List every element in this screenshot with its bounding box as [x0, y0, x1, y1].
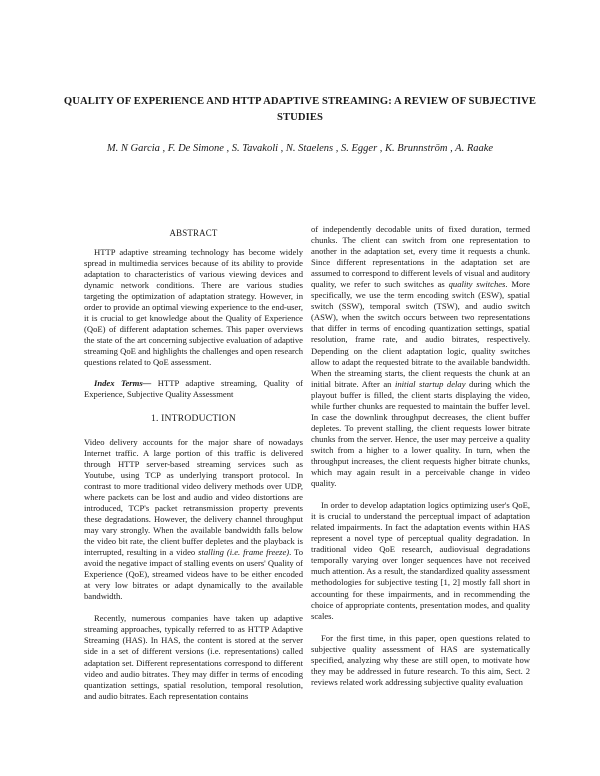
author-list: M. N Garcia , F. De Simone , S. Tavakoli , N. Staelens , S. Egger , K. Brunnström , A. Raake — [106, 143, 494, 154]
abstract-heading: ABSTRACT — [169, 228, 218, 238]
right-column — [311, 224, 530, 688]
intro-paragraph-1 — [84, 437, 303, 603]
right-p1-text: of independently decodable units of fixed duration, termed chunks. The client can switch from one representation to another in the adaptation set, every time it requests a chunk. Since different representations in the adaptation set are assumed to correspond to different levels of visual and auditory quality, we refer to such switches as — [311, 224, 530, 290]
right-p1-emphasis: quality switches — [448, 279, 506, 290]
index-terms-text: HTTP adaptive streaming, Quality of Experience, Subjective Quality Assessment — [84, 377, 304, 399]
left-column — [84, 228, 303, 702]
index-terms — [84, 378, 303, 400]
right-paragraph-3: For the first time, in this paper, open questions related to subjective quality assessment of HAS are systematically specified, analyzing why these are still open, to motivate how they may be addressed in future research. To this aim, Sect. 2 reviews related work addressing subjective quality evaluation — [311, 632, 530, 687]
index-terms-label: Index Terms— — [94, 377, 152, 388]
right-paragraph-1 — [311, 224, 530, 489]
right-paragraph-2: In order to develop adaptation logics optimizing user's QoE, it is crucial to understand the perceptual impact of adaptation related impairments. In fact the adaptation events within HAS represent a novel type of perceptual quality degradation. In traditional video QoE research, audiovisual degradations temporally varying over longer sequences have not received much attention. As a result, the standardized quality assessment methodologies for subjective testing [1, 2] mostly fall short in accounting for these impairments, and in recommending the choice of appropriate contents, presentation modes, and quality scales. — [311, 500, 530, 621]
intro-p1-emphasis: stalling (i.e. frame freeze) — [198, 547, 290, 558]
abstract-text: HTTP adaptive streaming technology has become widely spread in multimedia services because of its ability to provide adaptation to characteristics of various viewing devices and dynamic network conditions. There are various studies targeting the optimization of adaptation strategy. However, in order to provide an optimal viewing experience to the end-user, it is crucial to get knowledge about the Quality of Experience (QoE) of different adaptation schemes. This paper overviews the state of the art concerning subjective evaluation of adaptive streaming QoE and highlights the challenges and open research questions related to QoE assessment. — [84, 247, 303, 368]
right-p1-emphasis-2: initial startup delay — [394, 378, 466, 389]
section-heading-introduction: 1. INTRODUCTION — [150, 412, 237, 424]
right-p1-tail: during which the playout buffer is filled, the client starts displaying the video, while further chunks are requested to maintain the buffer level. In case the downlink throughput decreases, the client buffer depletes. To prevent stalling, the client requests lower bitrate chunks from the server. Hence, the user may perceive a quality switch from a higher to a lower quality. In turn, when the throughput increases, the client requests higher bitrate chunks, which may again result in a perceivable change in video quality. — [311, 378, 530, 489]
right-p1-middle: . More specifically, we use the term encoding switch (ESW), spatial switch (SSW), temporal switch (TSW), and audio switch (ASW), when the switch occurs between two representations that differ in terms of encoding quantization settings, spatial resolution, frame rate, and audio bitrates, respectively. Depending on the client adaptation logic, quality switches allow to adapt the requested bitrate to the available bandwidth. When the streaming starts, the client requests the chunk at an initial bitrate. After an — [311, 279, 530, 389]
intro-paragraph-2: Recently, numerous companies have taken up adaptive streaming approaches, typically referred to as HTTP Adaptive Streaming (HAS). In HAS, the content is stored at the server side in a set of different versions (i.e. representations) called adaptation set. Different representations correspond to different video and audio bitrates. They may differ in terms of encoding quantization settings, spatial resolution, temporal resolution, and audio bitrates. Each representation contains — [84, 613, 303, 701]
paper-title: QUALITY OF EXPERIENCE AND HTTP ADAPTIVE STREAMING: A REVIEW OF SUBJECTIVE STUDIES — [63, 96, 537, 123]
intro-p1-text: Video delivery accounts for the major share of nowadays Internet traffic. A large portion of this traffic is delivered through HTTP server-based streaming services such as Youtube, using TCP as underlying transport protocol. In contrast to more traditional video delivery methods over UDP, where packets can be lost and audio and video distortions are introduced, TCP's packet retransmission property prevents these degradations. However, the delivery channel throughput may vary strongly. When the available bandwidth falls below the video bit rate, the client buffer depletes and the playback is interrupted, resulting in a video — [84, 436, 303, 558]
intro-p1-tail: . To avoid the negative impact of stalling events on users' Quality of Experience (QoE), streamed videos have to be either encoded at very low bitrates or adapt dynamically to the available bandwidth. — [84, 547, 303, 602]
